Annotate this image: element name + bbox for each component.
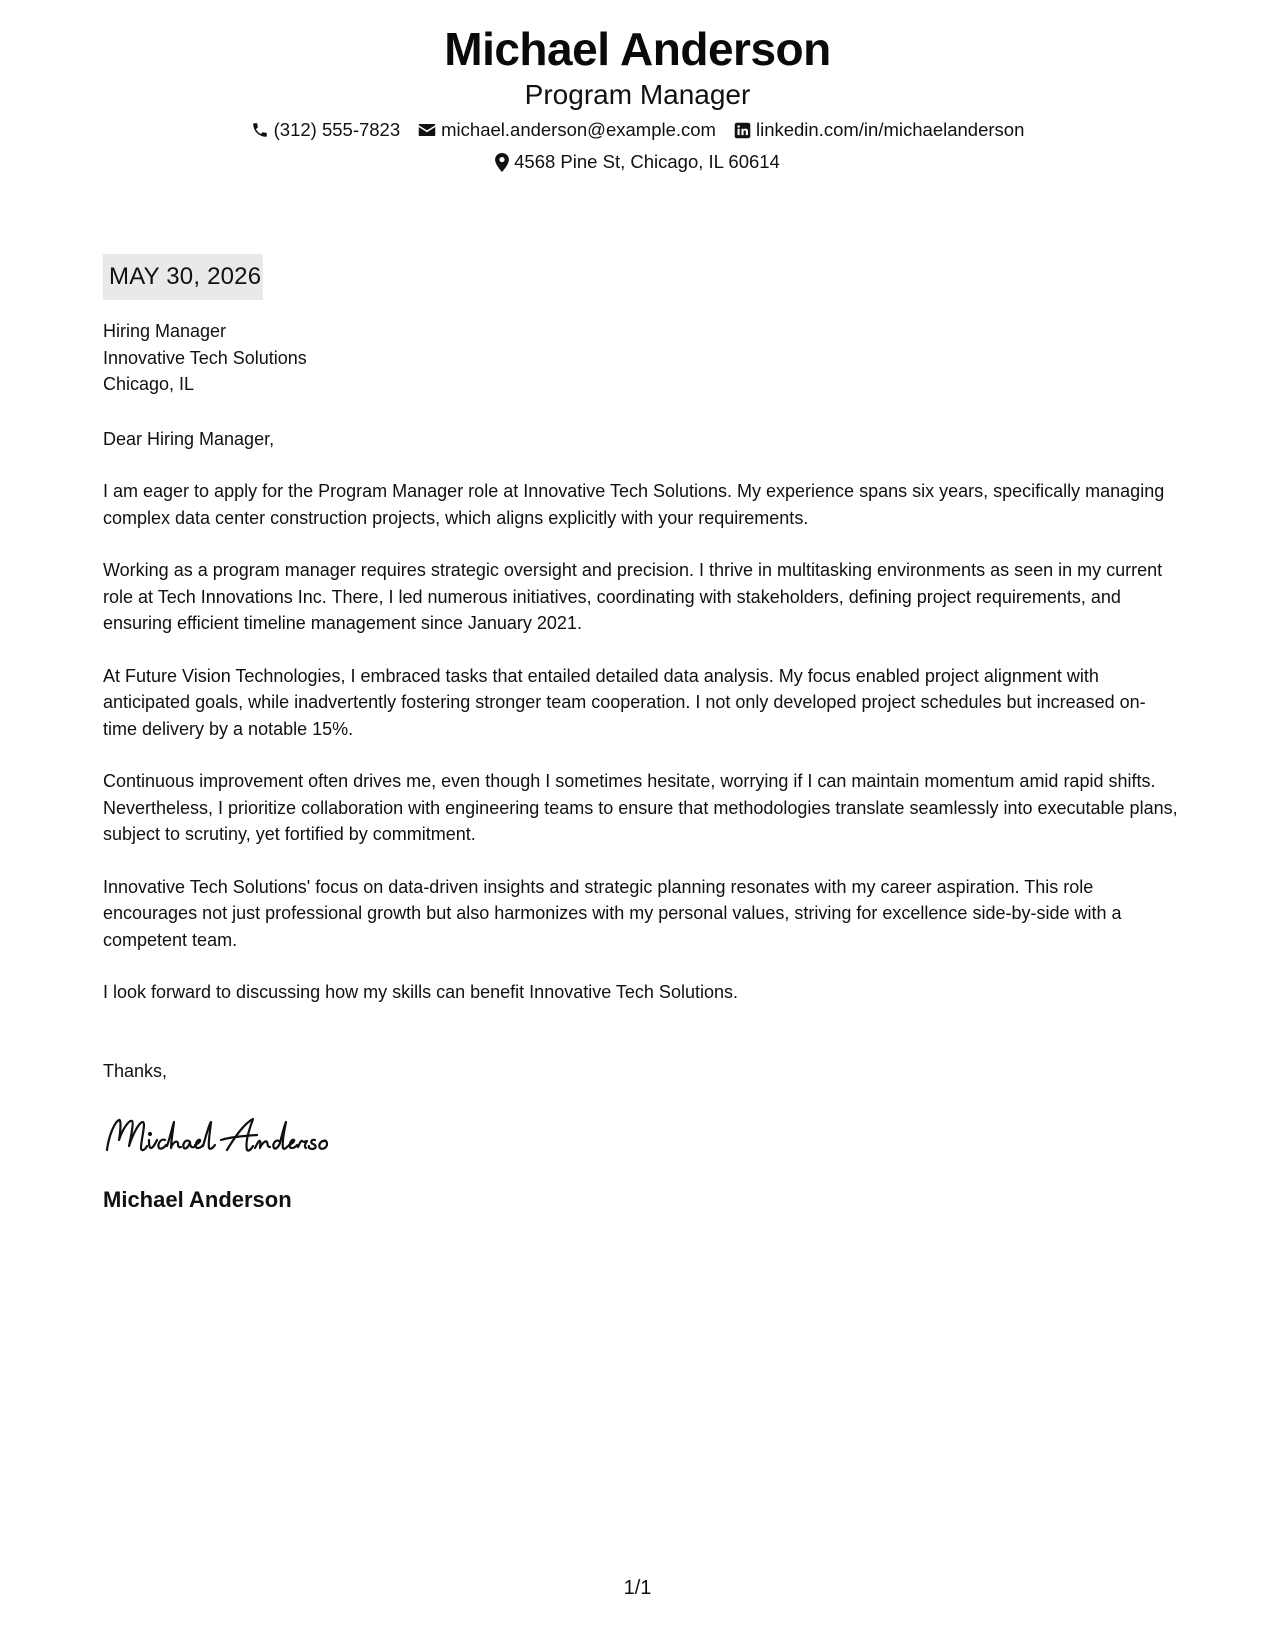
letter-date: MAY 30, 2026 [103, 254, 263, 300]
phone-icon [251, 121, 269, 139]
linkedin-icon [734, 122, 751, 139]
page-number: 1/1 [623, 1577, 652, 1599]
recipient-line: Chicago, IL [103, 374, 195, 394]
recipient-block [103, 318, 1178, 398]
applicant-title: Program Manager [524, 79, 751, 110]
contact-linkedin[interactable] [734, 118, 1024, 142]
body-paragraph: Working as a program manager requires strategic oversight and precision. I thrive in multitasking environments as seen in my current role at Tech Innovations Inc. There, I led numerous initiatives, coordinating with stakeholders, defining project requirements, and ensuring efficient timeline management since January 2021. [103, 560, 1163, 633]
body-paragraph: Continuous improvement often drives me, even though I sometimes hesitate, worrying if I can maintain momentum amid rapid shifts. Nevertheless, I prioritize collaboration with engineering teams to ensure that methodologies translate seamlessly into executable plans, subject to scrutiny, yet fortified by commitment. [103, 771, 1178, 844]
closing: Thanks, [103, 1060, 168, 1081]
letter-body [103, 254, 1178, 1214]
map-marker-icon [495, 153, 509, 172]
address-text: 4568 Pine St, Chicago, IL 60614 [514, 151, 780, 172]
contact-phone [251, 118, 401, 142]
signature-drawing [103, 1110, 373, 1166]
envelope-icon [418, 122, 436, 138]
salutation: Dear Hiring Manager, [103, 428, 275, 449]
contact-address [495, 150, 780, 174]
contact-email[interactable] [418, 118, 716, 142]
recipient-line: Hiring Manager [103, 321, 227, 341]
email-address[interactable]: michael.anderson@example.com [441, 119, 716, 140]
body-paragraph: At Future Vision Technologies, I embraced tasks that entailed detailed data analysis. My focus enabled project alignment with anticipated goals, while inadvertently fostering stronger team cooperation. I not only developed project schedules but increased on-time delivery by a notable 15%. [103, 665, 1146, 739]
letter-header [0, 20, 1275, 174]
body-paragraph: Innovative Tech Solutions' focus on data-driven insights and strategic planning resonates with my career aspiration. This role encourages not just professional growth but also harmonizes with my personal values, striving for excellence side-by-side with a competent team. [103, 876, 1122, 950]
handwritten-signature [103, 1110, 373, 1166]
signer-name: Michael Anderson [103, 1187, 292, 1212]
body-paragraph: I am eager to apply for the Program Manager role at Innovative Tech Solutions. My experience spans six years, specifically managing complex data center construction projects, which aligns explicitly with your requirements. [103, 481, 1165, 528]
phone-number: (312) 555-7823 [273, 119, 401, 140]
body-paragraph: I look forward to discussing how my skills can benefit Innovative Tech Solutions. [103, 982, 738, 1002]
linkedin-url[interactable]: linkedin.com/in/michaelanderson [755, 119, 1025, 140]
contact-row [0, 118, 1275, 142]
address-row [0, 150, 1275, 174]
recipient-line: Innovative Tech Solutions [103, 347, 307, 368]
applicant-name: Michael Anderson [444, 23, 831, 75]
